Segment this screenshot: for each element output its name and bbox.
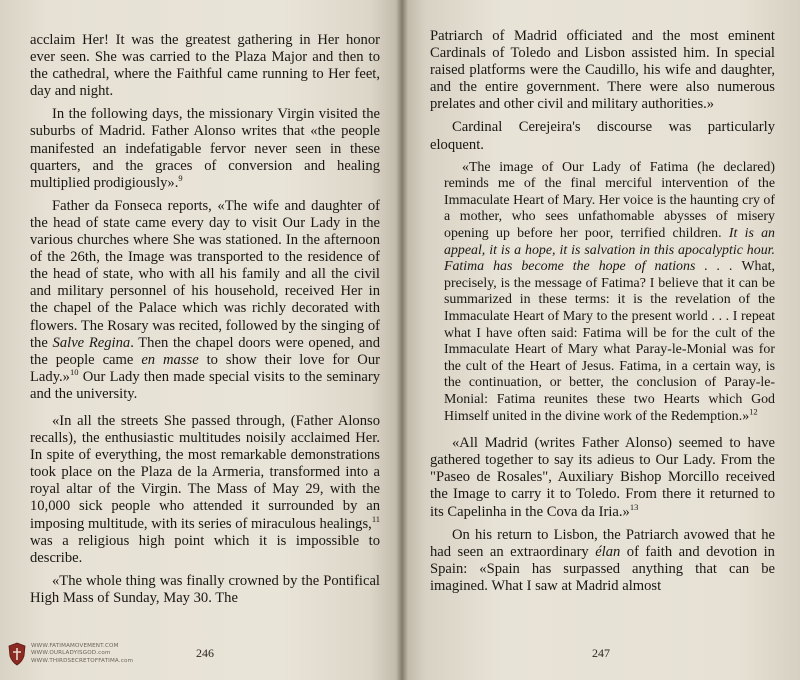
footnote-marker: 10	[69, 366, 79, 377]
paragraph: «The whole thing was finally crowned by the Pontifical High Mass of Sunday, May 30. The	[30, 572, 380, 606]
paragraph: Cardinal Cerejeira's discourse was particularly eloquent.	[430, 119, 775, 153]
paragraph: acclaim Her! It was the greatest gathering in Her honor ever seen. She was carried to the Plaza Major and then to the cathedral, where the Faithful came running to Her feet, day and night.	[30, 32, 380, 100]
quote-paragraph: «The image of Our Lady of Fatima (he declared) reminds me of the final merciful intervention of the Immaculate Heart of Mary. Her voice is the haunting cry of a mother, who sees unfathomable abysses of misery opening up before her poor, terrified children. It is an appeal, it is a hope, it is salvation in this apocalyptic hour. Fatima has become the hope of nations . . . What, precisely, is the message of Fatima? I believe that it can be summarized in these terms: it is the revelation of the Immaculate Heart of Mary to the present world . . . I repeat what I have often said: Fatima will be for the cult of the Immaculate Heart of Mary what Paray-le-Monial was for the cult of the Heart of Jesus. Fatima, in a certain way, is the continuation, or better, the conclusion of Paray-le-Monial: Fatima reunites these two Hearts which God Himself united in the divine work of the Redemption.»$^{12}$	[444, 159, 776, 424]
footnote-marker: 12	[749, 405, 758, 416]
paragraph: «All Madrid (writes Father Alonso) seemed to have gathered together to say its adieus to Our Lady. From the "Paseo de Rosales", Auxiliary Bishop Morcillo received the Image to carry it to Toledo. From there it returned to its Capelinha in the Cova da Iria.»$^{13}$	[430, 435, 775, 520]
left-page-text	[30, 32, 380, 613]
paragraph: In the following days, the missionary Virgin visited the suburbs of Madrid. Father Alonso writes that «the people manifested an indefatigable fervor never seen in these quarters, and the graces of conversion and healing multiplied prodigiously».$^9$	[30, 106, 380, 191]
paragraph: «In all the streets She passed through, (Father Alonso recalls), the enthusiastic multitudes noisily acclaimed Her. In spite of everything, the most remarkable demonstrations took place on the Plaza de la Armeria, transformed into a royal altar of the Virgin. The Mass of May 29, with the 10,000 sick people who attended it surrounded by an imposing multitude, with its series of miraculous healings,$^{11}$ was a religious high point which it is impossible to describe.	[30, 412, 380, 566]
paragraph: Patriarch of Madrid officiated and the most eminent Cardinals of Toledo and Lisbon assisted him. In special raised platforms were the Caudillo, his wife and daughter, and the entire government. There were also numerous prelates and other civil and military authorities.»	[430, 28, 775, 113]
block-quote	[444, 160, 775, 426]
footnote-marker: 13	[629, 501, 639, 512]
italic-title: Salve Regina	[52, 334, 131, 351]
watermark-url[interactable]: WWW.OURLADYISGOD.com	[31, 650, 111, 657]
watermark-url[interactable]: WWW.FATIMAMOVEMENT.COM	[31, 642, 119, 649]
italic-phrase: en masse	[141, 351, 199, 368]
italic-phrase: It is an appeal, it is a hope, it is salvation in this apocalyptic hour. Fatima has become the hope of nations . . .	[444, 226, 776, 275]
book-gutter	[396, 0, 408, 680]
footnote-marker: 11	[371, 513, 380, 524]
footnote-marker: 9	[178, 172, 183, 183]
page-number: 246	[196, 646, 214, 660]
right-page-text	[430, 28, 775, 601]
watermark-lines	[31, 643, 133, 666]
paragraph: Father da Fonseca reports, «The wife and daughter of the head of state came every day to visit Our Lady in the various churches where She was stationed. In the afternoon of the 26th, the Image was transported to the residence of the head of state, who with all his family and all the civil and military personnel of his household, received Her in the chapel of the Palace which was richly decorated with flowers. The Rosary was recited, followed by the singing of the Salve Regina. Then the chapel doors were opened, and the people came en masse to show their love for Our Lady.»$^{10}$ Our Lady then made special visits to the seminary and the university.	[30, 197, 380, 402]
shield-logo-icon	[8, 642, 26, 666]
watermark	[8, 642, 133, 666]
watermark-url[interactable]: WWW.THIRDSECRETOFFATIMA.com	[31, 657, 134, 664]
italic-word: élan	[595, 543, 621, 560]
page-number: 247	[592, 646, 610, 660]
right-page	[402, 0, 800, 680]
paragraph: On his return to Lisbon, the Patriarch avowed that he had seen an extraordinary élan of faith and devotion in Spain: «Spain has surpassed anything that can be imagined. What I saw at Madrid almost	[430, 526, 775, 594]
